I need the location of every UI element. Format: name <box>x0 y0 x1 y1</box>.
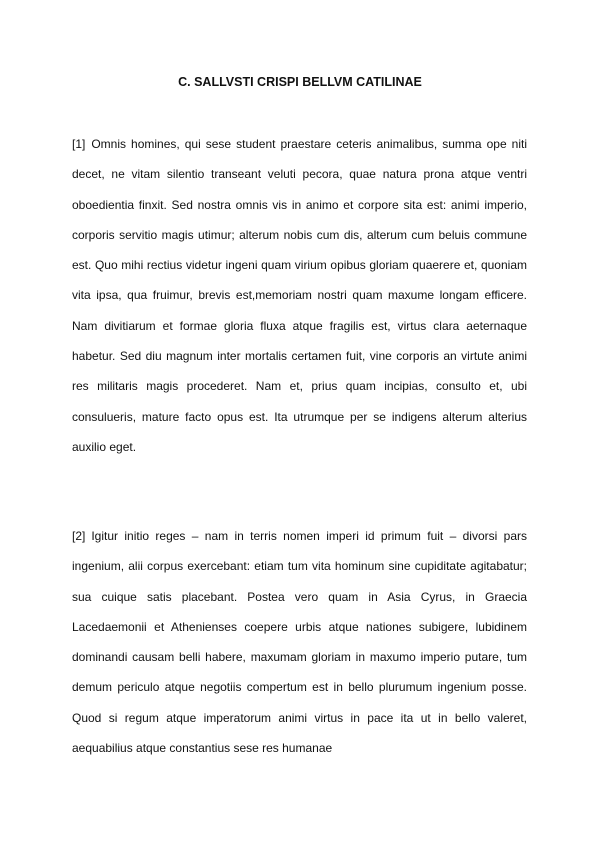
paragraph-1-text: Omnis homines, qui sese student praestare ceteris animalibus, summa ope niti decet, ne vitam silentio transeant veluti pecora, quae natura prona atque ventri oboedientia finxit. Sed nostra omnis vis in animo et corpore sita est: animi imperio, corporis servitio magis utimur; alterum nobis cum dis, alterum cum beluis commune est. Quo mihi rectius videtur ingeni quam virium opibus gloriam quaerere et, quoniam vita ipsa, qua fruimur, brevis est,memoriam nostri quam maxume longam efficere. Nam divitiarum et formae gloria fluxa atque fragilis est, virtus clara aeternaque habetur. Sed diu magnum inter mortalis certamen fuit, vine corporis an virtute animi res militaris magis procederet. Nam et, prius quam incipias, consulto et, ubi consulueris, mature facto opus est. Ita utrumque per se indigens alterum alterius auxilio eget. <box>72 137 527 454</box>
paragraph-1 <box>72 129 527 462</box>
paragraph-1-number: [1] <box>72 137 86 151</box>
paragraph-2 <box>72 521 527 763</box>
paragraph-2-number: [2] <box>72 529 86 543</box>
document-title: C. SALLVSTI CRISPI BELLVM CATILINAE <box>178 75 422 89</box>
paragraph-2-text: Igitur initio reges – nam in terris nomen imperi id primum fuit – divorsi pars ingenium, alii corpus exercebant: etiam tum vita hominum sine cupiditate agitabatur; sua cuique satis placebant. Postea vero quam in Asia Cyrus, in Graecia Lacedaemonii et Athenienses coepere urbis atque nationes subigere, lubidinem dominandi causam belli habere, maxumam gloriam in maxumo imperio putare, tum demum periculo atque negotiis compertum est in bello plurumum ingenium posse. Quod si regum atque imperatorum animi virtus in pace ita ut in bello valeret, aequabilius atque constantius sese res humanae <box>72 529 527 756</box>
